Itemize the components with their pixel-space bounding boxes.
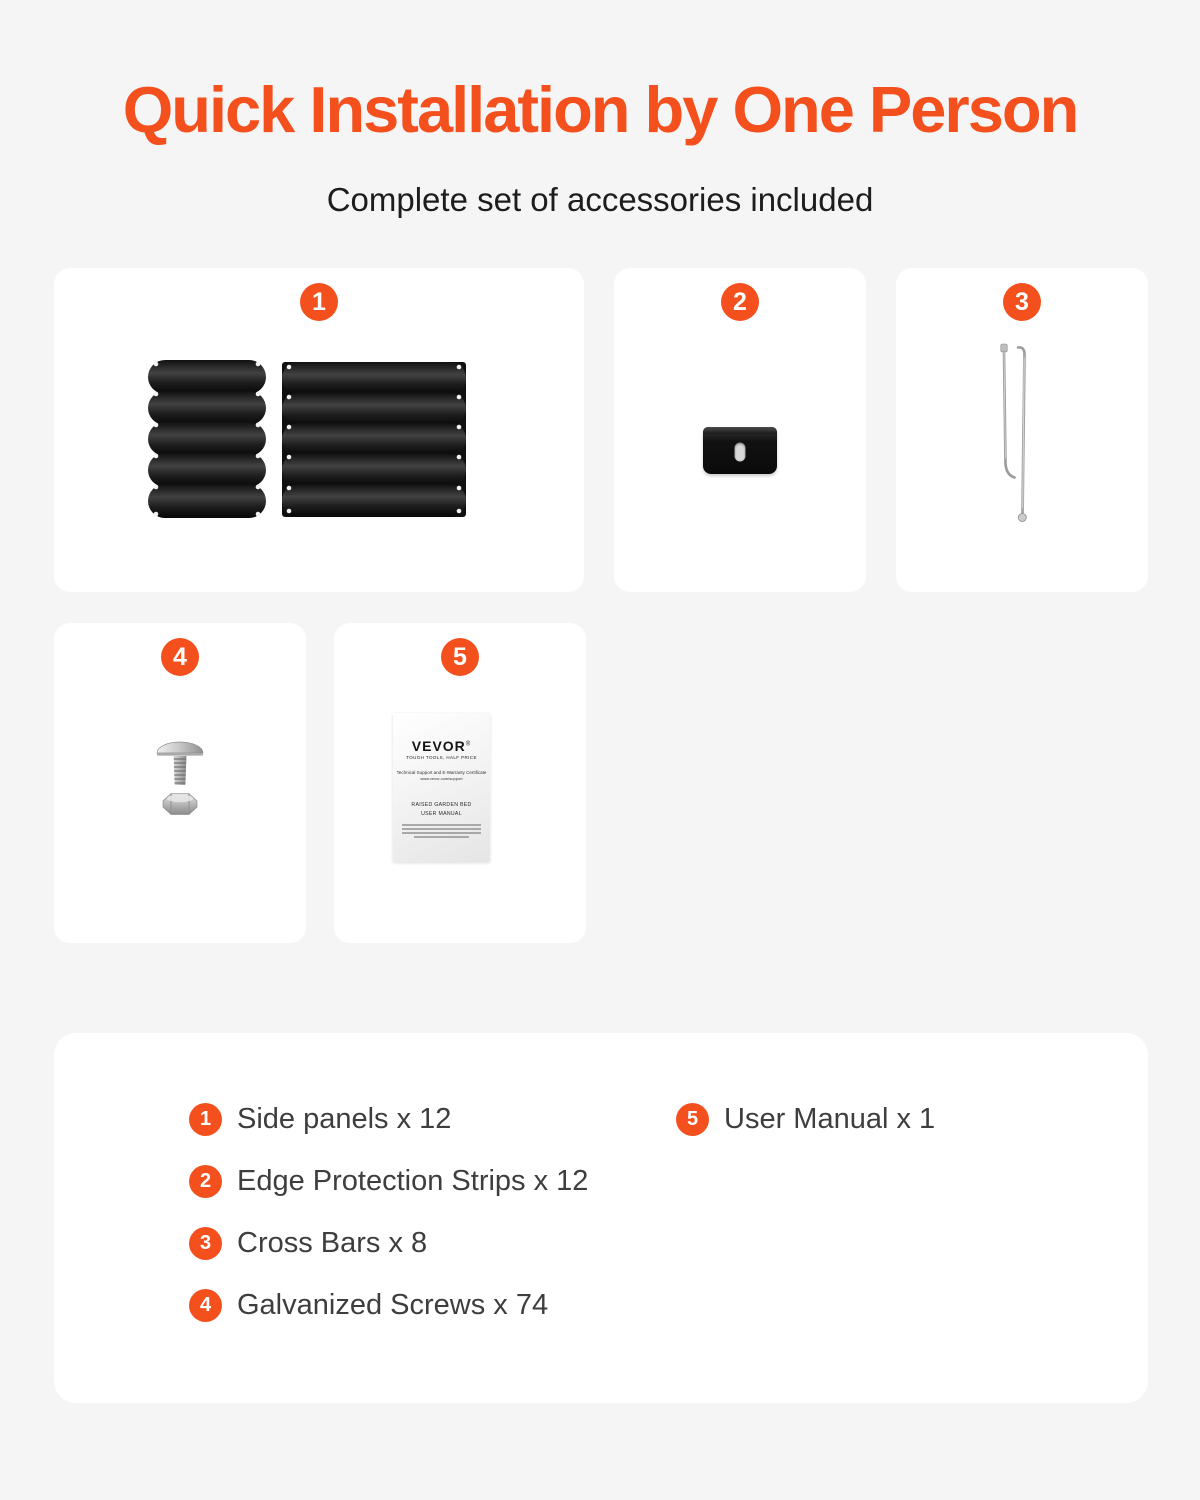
list-item-2-badge: 2 <box>189 1165 222 1198</box>
list-item <box>676 1102 935 1136</box>
list-item-1-badge: 1 <box>189 1103 222 1136</box>
straight-side-panel <box>282 362 466 517</box>
manual-product-title: RAISED GARDEN BED USER MANUAL <box>411 802 472 818</box>
page-title: Quick Installation by One Person <box>122 73 1078 146</box>
manual-tagline: TOUGH TOOLS, HALF PRICE <box>406 755 477 760</box>
galvanized-screw-image <box>150 741 210 819</box>
parts-list-left-column <box>189 1102 588 1350</box>
cross-bars-image <box>984 338 1048 534</box>
card-galvanized-screws <box>54 623 306 943</box>
manual-fine-print <box>402 824 482 840</box>
item-2-badge: 2 <box>721 283 759 321</box>
list-item-4-label: Galvanized Screws x 74 <box>237 1288 549 1321</box>
card-user-manual <box>334 623 586 943</box>
list-item-2-label: Edge Protection Strips x 12 <box>237 1164 589 1197</box>
list-item-3-label: Cross Bars x 8 <box>237 1226 428 1259</box>
screw <box>157 742 203 785</box>
side-panels-image <box>146 353 486 525</box>
page-subtitle: Complete set of accessories included <box>326 181 874 218</box>
card-cross-bars <box>896 268 1148 592</box>
nut <box>163 794 197 815</box>
list-item-5-label: User Manual x 1 <box>724 1102 936 1135</box>
list-item-1-label: Side panels x 12 <box>237 1102 452 1135</box>
edge-protection-strip-image <box>703 427 777 474</box>
parts-list-panel <box>54 1033 1148 1403</box>
card-side-panels <box>54 268 584 592</box>
registered-mark: ® <box>465 741 472 748</box>
list-item <box>189 1226 588 1260</box>
item-5-badge: 5 <box>441 638 479 676</box>
list-item-4-badge: 4 <box>189 1289 222 1322</box>
item-1-badge: 1 <box>300 283 338 321</box>
curved-side-panel <box>148 360 266 518</box>
user-manual-image <box>393 713 490 862</box>
list-item-5-badge: 5 <box>676 1103 709 1136</box>
item-3-badge: 3 <box>1003 283 1041 321</box>
parts-list-right-column <box>676 1102 935 1164</box>
list-item <box>189 1164 588 1198</box>
manual-support-url: www.vevor.com/support <box>420 776 463 781</box>
manual-brand-logo: VEVOR® <box>411 738 472 754</box>
list-item <box>189 1102 588 1136</box>
card-edge-protection-strip <box>614 268 866 592</box>
item-4-badge: 4 <box>161 638 199 676</box>
manual-cert-line: Technical Support and E-Warranty Certificate <box>396 770 487 775</box>
list-item-3-badge: 3 <box>189 1227 222 1260</box>
list-item <box>189 1288 588 1322</box>
